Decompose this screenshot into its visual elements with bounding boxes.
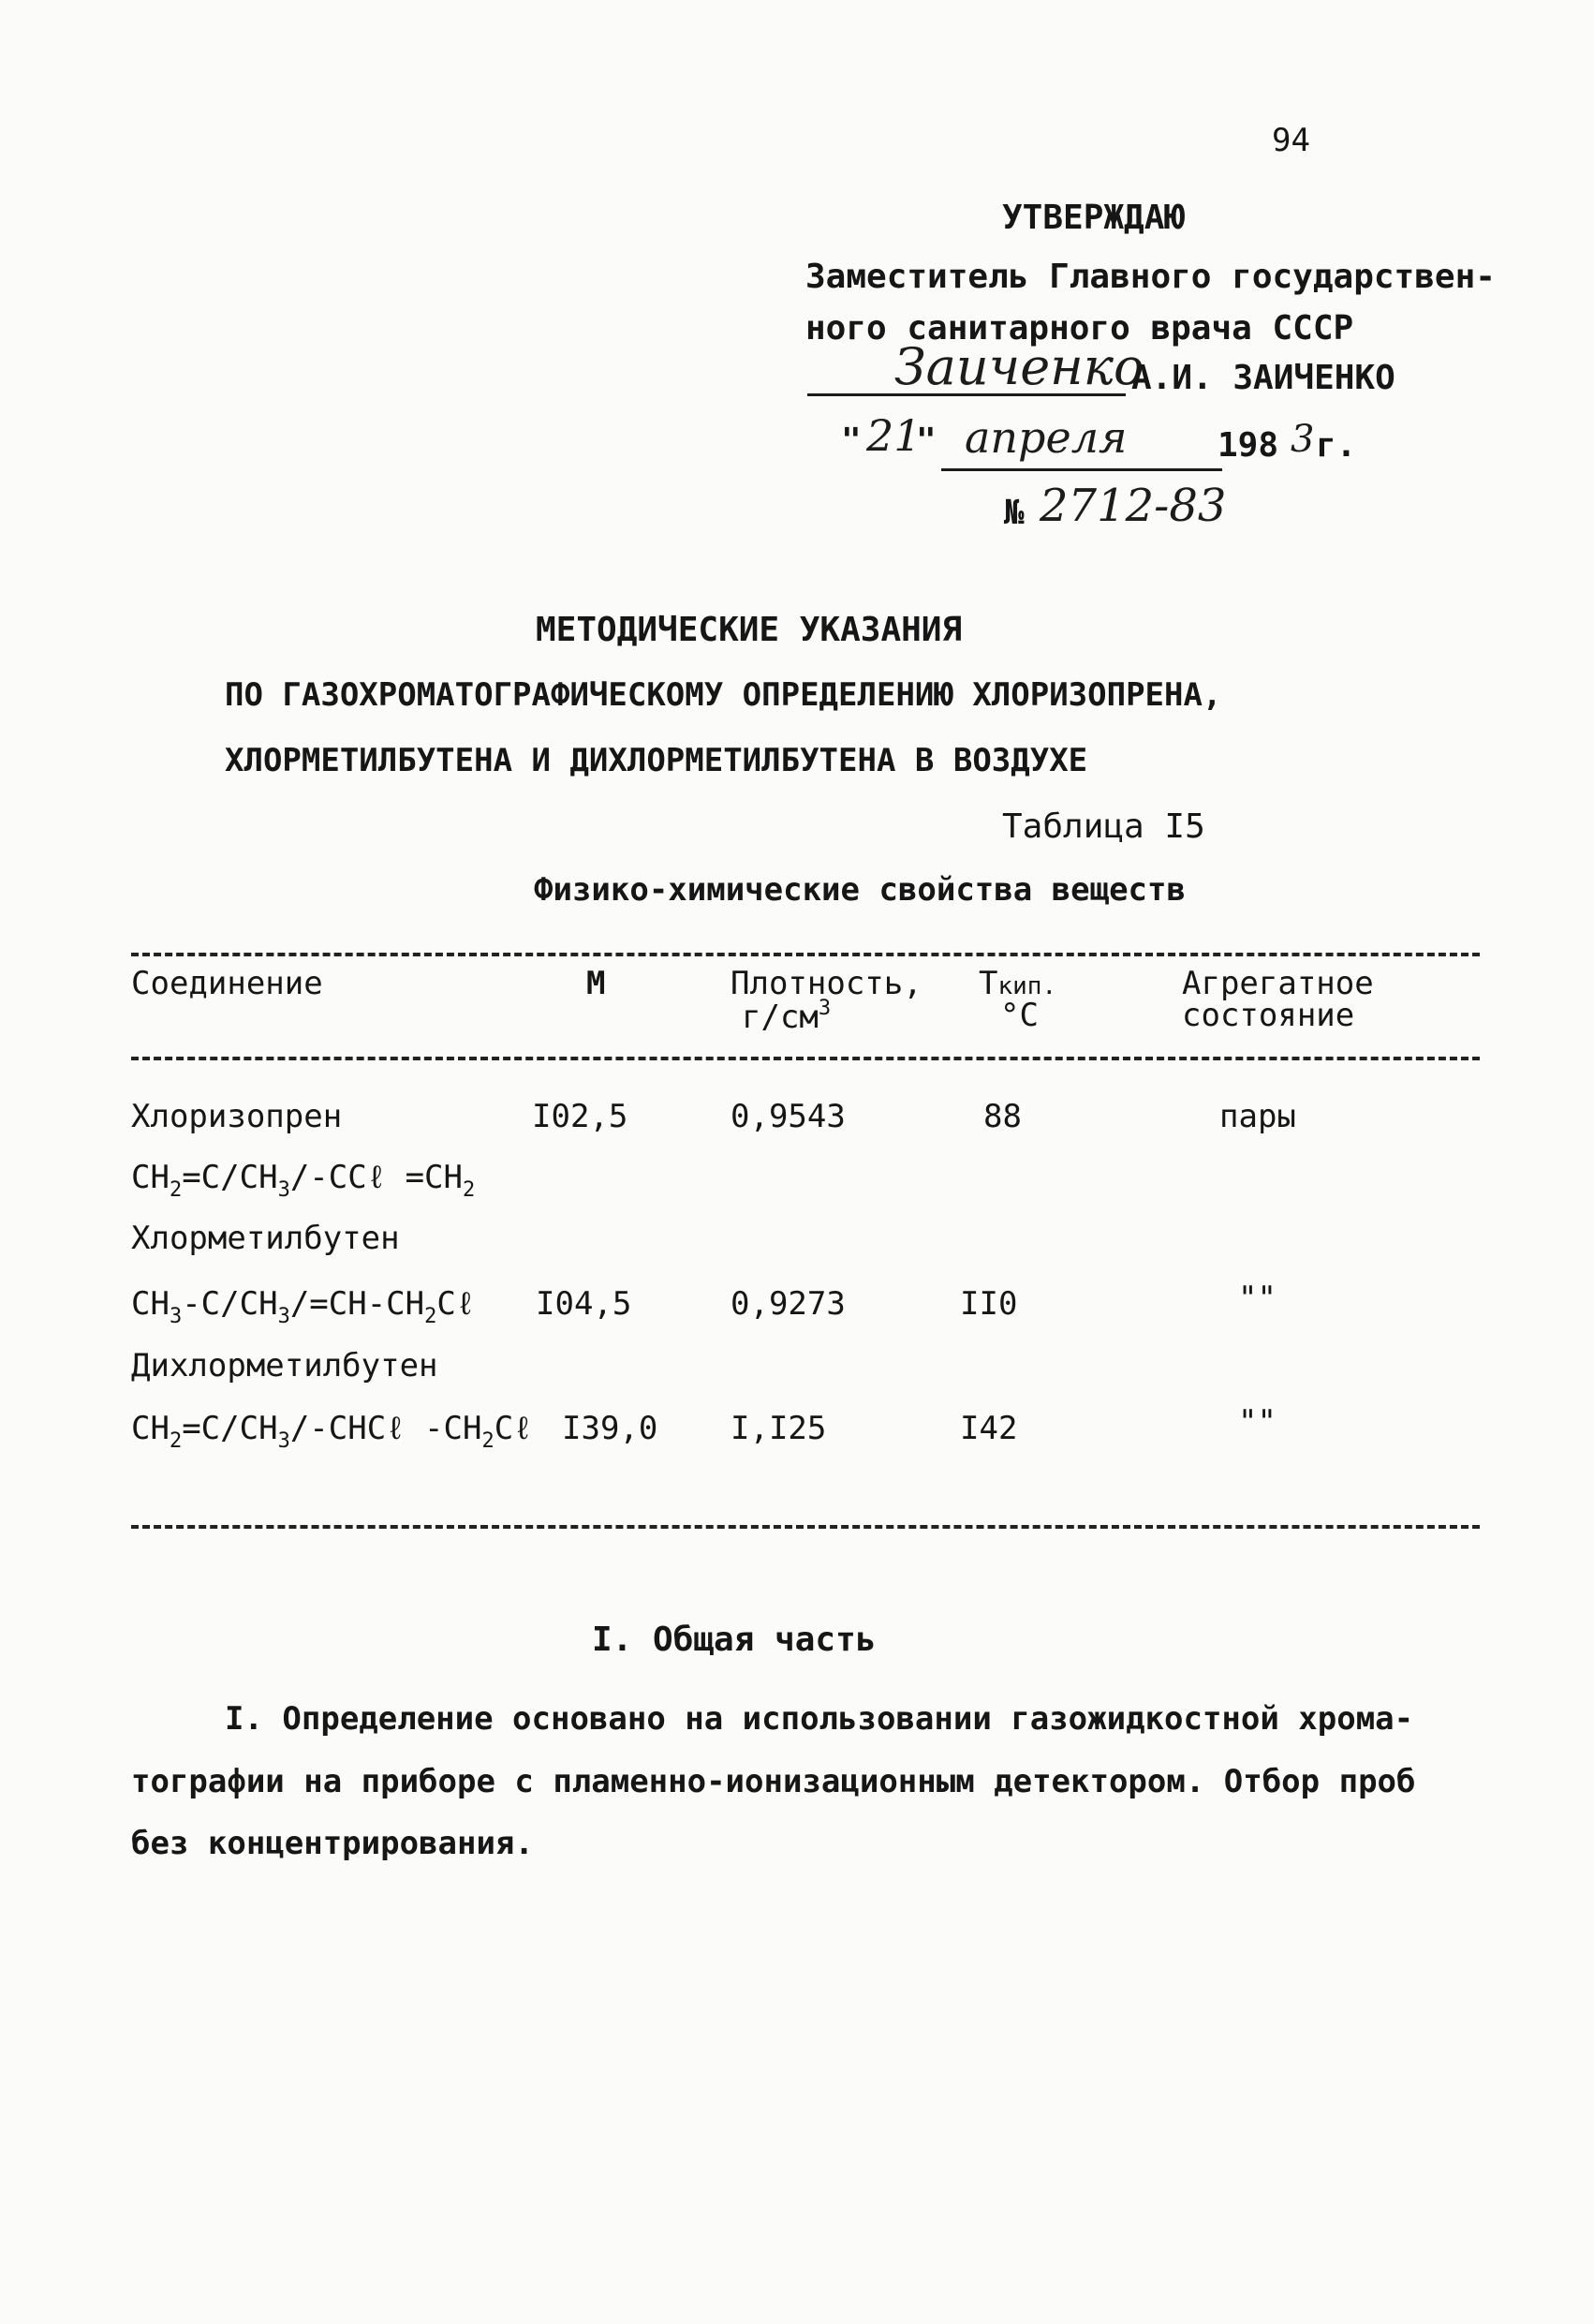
compound-formula [131, 1159, 475, 1202]
aggregate-state: пары [1219, 1098, 1296, 1135]
compound-name: Хлоризопрен [131, 1098, 343, 1135]
approval-heading: УТВЕРЖДАЮ [1002, 199, 1186, 237]
density-value: 0,9543 [731, 1098, 846, 1135]
date-year-suffix: г. [1316, 426, 1357, 465]
formula-part: =C/CH [182, 1159, 278, 1196]
molar-mass: I02,5 [532, 1098, 628, 1135]
compound-formula [131, 1285, 475, 1328]
formula-subscript: 3 [277, 1305, 290, 1328]
formula-part: Cℓ [494, 1410, 533, 1447]
formula-subscript: 3 [169, 1305, 183, 1328]
header-mass: М [586, 965, 606, 1002]
compound-name: Хлорметилбутен [131, 1220, 400, 1257]
header-compound: Соединение [131, 965, 323, 1002]
formula-subscript: 2 [169, 1429, 183, 1453]
section-heading: I. Общая часть [592, 1621, 877, 1659]
signatory-name: А.И. ЗАИЧЕНКО [1131, 359, 1395, 397]
formula-subscript: 3 [277, 1178, 290, 1202]
formula-part: CH [131, 1285, 170, 1323]
aggregate-state: "" [1238, 1280, 1277, 1317]
table-label: Таблица I5 [1002, 807, 1205, 846]
density-value: 0,9273 [731, 1285, 846, 1323]
formula-subscript: 2 [424, 1305, 437, 1328]
date-year-digit: 3 [1291, 418, 1315, 461]
paragraph-line: без концентрирования. [131, 1825, 534, 1862]
approval-position-line2: ного санитарного врача СССР [805, 309, 1354, 348]
formula-subscript: 2 [169, 1178, 183, 1202]
date-open-quote: " [841, 422, 862, 460]
title-line1: МЕТОДИЧЕСКИЕ УКАЗАНИЯ [536, 611, 963, 649]
title-line2: ПО ГАЗОХРОМАТОГРАФИЧЕСКОМУ ОПРЕДЕЛЕНИЮ ХЛОРИЗОПРЕНА, [225, 676, 1222, 714]
formula-part: /=CH-CH [289, 1285, 425, 1323]
density-unit-exponent: 3 [818, 997, 832, 1020]
density-unit-text: г/см [742, 999, 819, 1036]
header-density-unit [742, 997, 831, 1036]
compound-name: Дихлорметилбутен [131, 1347, 438, 1384]
formula-part: /-CHCℓ -CH [289, 1410, 482, 1447]
formula-part: /-CCℓ =CH [289, 1159, 463, 1196]
page-number: 94 [1272, 122, 1310, 159]
boiling-point: I42 [960, 1410, 1018, 1447]
boiling-subscript: кип. [997, 972, 1057, 1000]
molar-mass: I04,5 [536, 1285, 632, 1323]
formula-subscript: 2 [462, 1178, 476, 1202]
compound-formula [131, 1410, 533, 1453]
date-month-underline [941, 468, 1222, 471]
paragraph-line: тографии на приборе с пламенно-ионизационным детектором. Отбор проб [131, 1763, 1416, 1800]
table-rule-bottom [131, 1525, 1480, 1529]
density-value: I,I25 [731, 1410, 827, 1447]
molar-mass: I39,0 [562, 1410, 658, 1447]
table-caption: Физико-химические свойства веществ [534, 871, 1186, 909]
formula-part: -C/CH [182, 1285, 278, 1323]
aggregate-state: "" [1238, 1403, 1277, 1441]
table-rule-top [131, 953, 1480, 956]
formula-part: Cℓ [436, 1285, 476, 1323]
header-state-line2: состояние [1182, 997, 1355, 1034]
registration-number: 2712-83 [1040, 480, 1227, 532]
approval-position-line1: Заместитель Главного государствен- [805, 258, 1496, 296]
date-day: 21 [866, 410, 922, 461]
header-state-line1: Агрегатное [1182, 965, 1374, 1002]
boiling-point: 88 [983, 1098, 1022, 1135]
number-sign: № [1004, 494, 1025, 532]
paragraph-line: I. Определение основано на использовании газожидкостной хрома- [225, 1700, 1414, 1738]
handwritten-signature: Заиченко [894, 337, 1144, 396]
boiling-point: II0 [960, 1285, 1018, 1323]
formula-part: CH [131, 1159, 170, 1196]
header-boiling-unit: °С [1000, 997, 1039, 1034]
date-close-quote: " [916, 422, 937, 460]
formula-subscript: 2 [481, 1429, 494, 1453]
formula-subscript: 3 [277, 1429, 290, 1453]
title-line3: ХЛОРМЕТИЛБУТЕНА И ДИХЛОРМЕТИЛБУТЕНА В ВОЗДУХЕ [225, 742, 1088, 779]
boiling-symbol: Т [979, 965, 998, 1002]
date-year-prefix: 198 [1218, 426, 1279, 465]
table-rule-header [131, 1057, 1480, 1060]
header-density-line1: Плотность, [731, 965, 922, 1002]
formula-part: =C/CH [182, 1410, 278, 1447]
date-month: апреля [965, 412, 1128, 463]
formula-part: CH [131, 1410, 170, 1447]
